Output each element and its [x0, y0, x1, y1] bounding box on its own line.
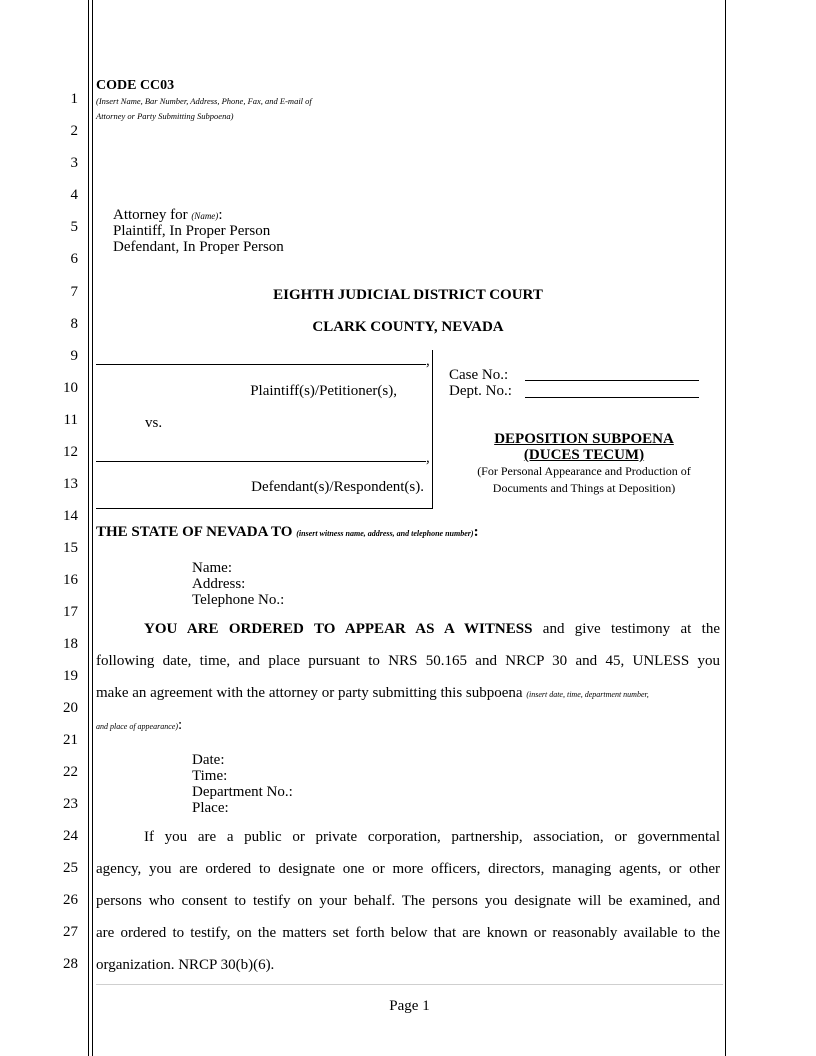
order-line2: following date, time, and place pursuant to NRS 50.165 and NRCP 30 and 45, UNLESS you — [96, 653, 720, 669]
line-number: 17 — [63, 604, 78, 620]
line-number: 21 — [63, 732, 78, 748]
line-number: 10 — [63, 380, 78, 396]
order-line1 — [96, 621, 720, 637]
order-hint-a: (insert date, time, department number, — [526, 690, 649, 699]
attorney-colon: : — [218, 207, 223, 223]
defendant-name-line — [96, 461, 426, 462]
subpoena-subtitle-line1: (For Personal Appearance and Production of — [477, 464, 691, 478]
witness-name-field: Name: — [192, 560, 232, 576]
line-number: 3 — [70, 155, 78, 171]
corp-line2: agency, you are ordered to designate one or more officers, directors, managing agents, or other — [96, 861, 720, 877]
line-number: 26 — [63, 892, 78, 908]
plaintiff-name-line — [96, 364, 426, 365]
corp-line1-text: If you are a public or private corporation, partnership, association, or governmental — [144, 829, 720, 845]
plaintiff-proper-person: Plaintiff, In Proper Person — [113, 223, 271, 239]
line-number: 5 — [70, 219, 78, 235]
corp-line1 — [96, 829, 720, 845]
case-no-field[interactable] — [525, 380, 699, 381]
header-instructions-line2: Attorney or Party Submitting Subpoena) — [96, 111, 234, 121]
line-number: 18 — [63, 636, 78, 652]
state-of-nevada-line — [96, 524, 479, 541]
line-number: 22 — [63, 764, 78, 780]
attorney-for-line — [113, 207, 222, 224]
line-number: 23 — [63, 796, 78, 812]
line-number: 11 — [63, 412, 78, 428]
defendant-comma: , — [426, 450, 430, 466]
footer-rule — [96, 984, 723, 985]
line-number: 20 — [63, 700, 78, 716]
right-margin-rule — [725, 0, 726, 1056]
subpoena-title-duces-tecum: (DUCES TECUM) — [523, 447, 645, 463]
vs-label: vs. — [145, 415, 163, 431]
appearance-time-field: Time: — [192, 768, 228, 784]
subpoena-title: DEPOSITION SUBPOENA — [494, 431, 674, 447]
corp-line5: organization. NRCP 30(b)(6). — [96, 957, 275, 973]
dept-no-field[interactable] — [525, 397, 699, 398]
line-number: 14 — [63, 508, 78, 524]
line-number: 27 — [63, 924, 78, 940]
line-number: 24 — [63, 828, 78, 844]
left-margin-rule-outer — [88, 0, 89, 1056]
state-lead: THE STATE OF NEVADA TO — [96, 524, 293, 540]
line-number: 4 — [70, 187, 78, 203]
left-margin-rule-inner — [92, 0, 93, 1056]
state-colon: : — [473, 524, 479, 540]
appearance-date-field: Date: — [192, 752, 225, 768]
plaintiff-label: Plaintiff(s)/Petitioner(s), — [250, 383, 397, 399]
line-number: 6 — [70, 251, 78, 267]
attorney-for-label: Attorney for — [113, 207, 188, 223]
dept-no-label: Dept. No.: — [449, 383, 512, 399]
defendant-proper-person: Defendant, In Proper Person — [113, 239, 284, 255]
appearance-department-field: Department No.: — [192, 784, 293, 800]
page-number: Page 1 — [389, 998, 430, 1014]
order-line4 — [96, 717, 182, 735]
order-line3 — [96, 685, 720, 703]
court-county: CLARK COUNTY, NEVADA — [312, 319, 504, 335]
line-number: 28 — [63, 956, 78, 972]
line-number: 19 — [63, 668, 78, 684]
order-line3-text: make an agreement with the attorney or party submitting this subpoena — [96, 685, 523, 701]
attorney-name-hint: (Name) — [191, 211, 219, 221]
order-line1-rest: and give testimony at the — [542, 621, 720, 637]
line-number: 13 — [63, 476, 78, 492]
defendant-label: Defendant(s)/Respondent(s). — [251, 479, 424, 495]
case-no-label: Case No.: — [449, 367, 509, 383]
plaintiff-comma: , — [426, 353, 430, 369]
corp-line3: persons who consent to testify on your behalf. The persons you designate will be examined, and — [96, 893, 720, 909]
court-name: EIGHTH JUDICIAL DISTRICT COURT — [273, 287, 543, 303]
appearance-place-field: Place: — [192, 800, 229, 816]
line-number: 12 — [63, 444, 78, 460]
line-number: 9 — [70, 348, 78, 364]
line-number: 25 — [63, 860, 78, 876]
header-instructions-line1: (Insert Name, Bar Number, Address, Phone, Fax, and E-mail of — [96, 96, 312, 106]
order-bold: YOU ARE ORDERED TO APPEAR AS A WITNESS — [144, 621, 533, 637]
order-hint-b: and place of appearance) — [96, 722, 178, 731]
subpoena-subtitle-line2: Documents and Things at Deposition) — [492, 481, 676, 495]
line-number: 15 — [63, 540, 78, 556]
line-number: 7 — [70, 284, 78, 300]
line-number: 16 — [63, 572, 78, 588]
line-number: 2 — [70, 123, 78, 139]
order-colon: : — [177, 717, 183, 733]
line-number: 1 — [70, 91, 78, 107]
form-code: CODE CC03 — [96, 78, 175, 93]
corp-line4: are ordered to testify, on the matters set forth below that are known or reasonably available to the — [96, 925, 720, 941]
line-number: 8 — [70, 316, 78, 332]
state-hint: (insert witness name, address, and telephone number) — [296, 529, 474, 538]
witness-address-field: Address: — [192, 576, 246, 592]
witness-telephone-field: Telephone No.: — [192, 592, 285, 608]
